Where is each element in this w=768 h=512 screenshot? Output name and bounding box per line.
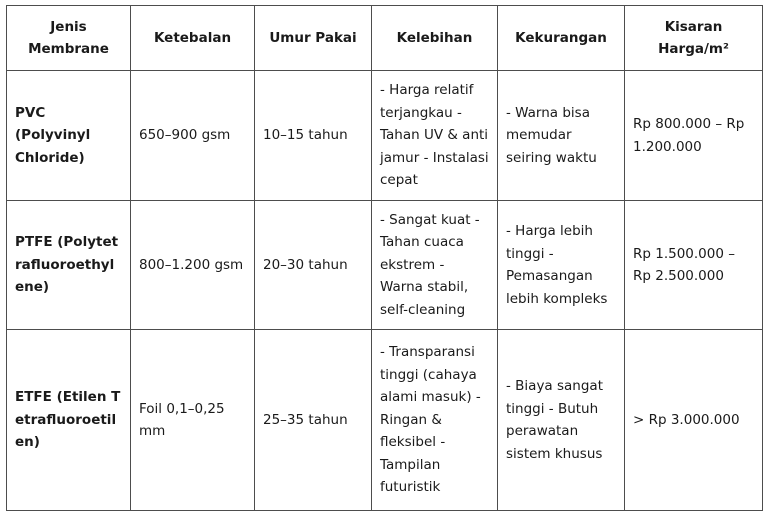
header-jenis-membrane: Jenis Membrane — [7, 6, 131, 71]
table-row — [7, 201, 763, 330]
header-kelebihan: Kelebihan — [372, 6, 498, 71]
cell-kelebihan: - Transparansi tinggi (cahaya alami masuk) - Ringan & fleksibel - Tampilan futuristik — [372, 330, 498, 511]
cell-jenis: ETFE (Etilen Tetrafluoroetilen) — [7, 330, 131, 511]
header-kekurangan: Kekurangan — [498, 6, 625, 71]
cell-jenis: PVC (Polyvinyl Chloride) — [7, 71, 131, 201]
membrane-comparison-table — [6, 5, 763, 511]
cell-umur-pakai: 20–30 tahun — [255, 201, 372, 330]
cell-umur-pakai: 25–35 tahun — [255, 330, 372, 511]
cell-kekurangan: - Warna bisa memudar seiring waktu — [498, 71, 625, 201]
cell-kelebihan: - Sangat kuat - Tahan cuaca ekstrem - Warna stabil, self-cleaning — [372, 201, 498, 330]
cell-umur-pakai: 10–15 tahun — [255, 71, 372, 201]
cell-harga: > Rp 3.000.000 — [625, 330, 763, 511]
cell-ketebalan: 800–1.200 gsm — [131, 201, 255, 330]
cell-kekurangan: - Harga lebih tinggi - Pemasangan lebih kompleks — [498, 201, 625, 330]
cell-ketebalan: Foil 0,1–0,25 mm — [131, 330, 255, 511]
header-kisaran-harga: Kisaran Harga/m² — [625, 6, 763, 71]
header-umur-pakai: Umur Pakai — [255, 6, 372, 71]
cell-harga: Rp 800.000 – Rp 1.200.000 — [625, 71, 763, 201]
cell-jenis: PTFE (Polytetrafluoroethylene) — [7, 201, 131, 330]
table-row — [7, 71, 763, 201]
table-row — [7, 330, 763, 511]
cell-ketebalan: 650–900 gsm — [131, 71, 255, 201]
cell-kelebihan: - Harga relatif terjangkau - Tahan UV & anti jamur - Instalasi cepat — [372, 71, 498, 201]
header-ketebalan: Ketebalan — [131, 6, 255, 71]
table-header-row — [7, 6, 763, 71]
cell-kekurangan: - Biaya sangat tinggi - Butuh perawatan sistem khusus — [498, 330, 625, 511]
cell-harga: Rp 1.500.000 – Rp 2.500.000 — [625, 201, 763, 330]
